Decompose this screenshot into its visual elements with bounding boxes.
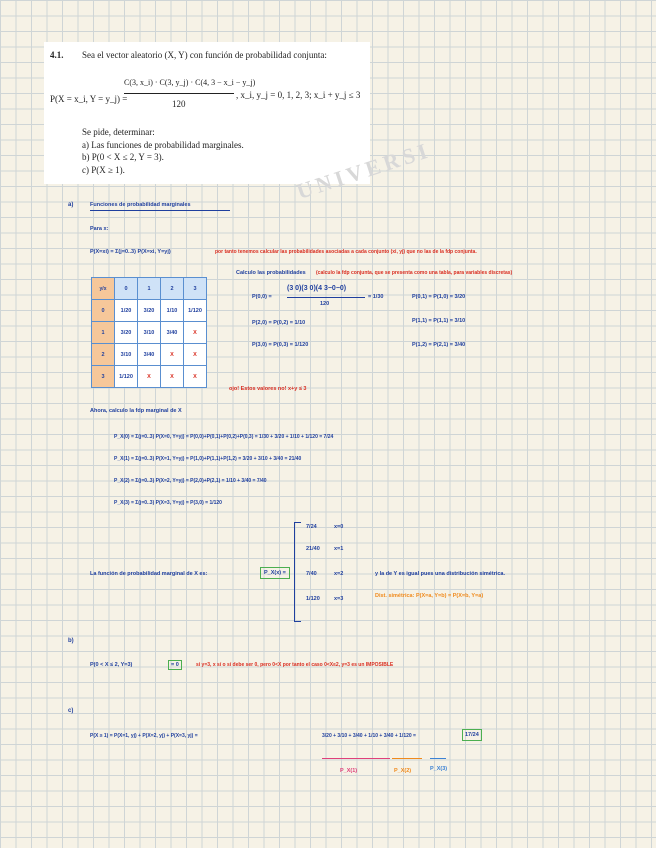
watermark: UNIVERSI <box>293 137 434 204</box>
col-header: 0 <box>115 278 138 300</box>
joint-probability-table <box>91 277 207 388</box>
row-header: 1 <box>92 322 115 344</box>
table-cell: 1/120 <box>115 366 138 388</box>
table-corner: y/x <box>92 278 115 300</box>
marginal-note: por tanto tenemos calcular las probabilidades asociadas a cada conjunto (xi, yj) que no las de la fdp conjunta. <box>215 249 477 255</box>
part-a-title: Funciones de probabilidad marginales <box>90 202 191 208</box>
ojo-note: ojo! Estos valores no! x+y ≤ 3 <box>229 386 307 392</box>
marginal-definition: P(X=xi) = Σ(j=0..3) P(X=xi, Y=yj) <box>90 249 171 255</box>
ask-a: a) Las funciones de probabilidad marginales. <box>82 140 244 150</box>
case-value: 21/40 <box>306 546 320 552</box>
case-value: 7/40 <box>306 571 317 577</box>
corner-y: y <box>99 285 103 292</box>
formula-lhs: P(X = x_i, Y = y_j) = <box>50 94 128 104</box>
part-a-label: a) <box>68 202 74 208</box>
formula-denominator: 120 <box>172 99 186 109</box>
cases-brace <box>294 522 301 622</box>
para-x-label: Para x: <box>90 226 109 232</box>
p00-denominator: 120 <box>320 301 330 307</box>
table-cell: X <box>184 322 207 344</box>
px1: P_X(1) = Σ(j=0..3) P(X=1, Y=yj) = P(1,0)+P(1,1)+P(1,2) = 3/20 + 3/10 + 3/40 = 21/40 <box>114 456 302 462</box>
case-cond: x=1 <box>334 546 344 552</box>
row-header: 0 <box>92 300 115 322</box>
symmetry-definition: Dist. simétrica: P(X=a, Y=b) = P(X=b, Y=a) <box>375 593 484 599</box>
corner-x: x <box>103 285 107 292</box>
part-b-result: = 0 <box>168 660 182 670</box>
summary-lead: La función de probabilidad marginal de X es: <box>90 571 208 577</box>
px1-underline <box>322 758 390 759</box>
case-cond: x=2 <box>334 571 344 577</box>
p00-bar <box>287 297 365 298</box>
table-cell: 1/10 <box>161 300 184 322</box>
problem-text: Sea el vector aleatorio (X, Y) con función de probabilidad conjunta: <box>82 50 327 60</box>
ask-b: b) P(0 < X ≤ 2, Y = 3). <box>82 152 164 162</box>
part-b-note: si y=3, x sí o sí debe ser 0, pero 0<X por tanto el caso 0<X≤2, y=3 es un IMPOSIBLE <box>196 662 394 668</box>
part-c-sum: 3/20 + 3/10 + 3/40 + 1/10 + 3/40 + 1/120 = <box>322 733 416 739</box>
formula-numerator: C(3, x_i) · C(3, y_j) · C(4, 3 − x_i − y_j) <box>124 78 256 87</box>
p00-numerator: (3 0)(3 0)(4 3−0−0) <box>287 285 347 292</box>
calc-heading: Calculo las probabilidades <box>236 270 306 276</box>
calc-note: (calculo la fdp conjunta, que se presenta como una tabla, para variables discretas) <box>316 270 513 276</box>
table-cell: X <box>161 344 184 366</box>
px2: P_X(2) = Σ(j=0..3) P(X=2, Y=yj) = P(2,0)+P(2,1) = 1/10 + 3/40 = 7/40 <box>114 478 267 484</box>
row-header: 2 <box>92 344 115 366</box>
case-cond: x=0 <box>334 524 344 530</box>
part-b-lhs: P(0 < X ≤ 2, Y=3) <box>90 662 133 668</box>
table-cell: X <box>138 366 161 388</box>
p03: P(3,0) = P(0,3) = 1/120 <box>252 342 309 348</box>
table-cell: X <box>161 366 184 388</box>
px3-label: P_X(3) <box>430 766 448 772</box>
formula-condition: , x_i, y_j = 0, 1, 2, 3; x_i + y_j ≤ 3 <box>236 90 361 100</box>
part-b-label: b) <box>68 638 74 644</box>
col-header: 2 <box>161 278 184 300</box>
fraction-bar <box>124 93 234 94</box>
table-cell: 1/20 <box>115 300 138 322</box>
problem-number: 4.1. <box>50 50 64 60</box>
part-c-result: 17/24 <box>462 729 482 741</box>
table-cell: 3/20 <box>138 300 161 322</box>
p00-lhs: P(0,0) = <box>252 294 272 300</box>
p11: P(1,1) = P(1,1) = 3/10 <box>412 318 466 324</box>
marginal-heading: Ahora, calculo la fdp marginal de X <box>90 408 182 414</box>
px3: P_X(3) = Σ(j=0..3) P(X=3, Y=yj) = P(3,0) = 1/120 <box>114 500 222 506</box>
case-value: 1/120 <box>306 596 320 602</box>
part-c-lhs: P(X ≥ 1) = P(X=1, yj) + P(X=2, yj) + P(X=3, yj) = <box>90 733 198 739</box>
table-cell: 3/20 <box>115 322 138 344</box>
p02: P(2,0) = P(0,2) = 1/10 <box>252 320 306 326</box>
table-cell: X <box>184 344 207 366</box>
p00-result: = 1/30 <box>368 294 384 300</box>
summary-box: P_X(x) = <box>260 567 290 579</box>
title-underline <box>90 210 230 211</box>
col-header: 3 <box>184 278 207 300</box>
ask-c: c) P(X ≥ 1). <box>82 165 125 175</box>
px3-underline <box>430 758 446 759</box>
col-header: 1 <box>138 278 161 300</box>
case-value: 7/24 <box>306 524 317 530</box>
part-c-label: c) <box>68 708 74 714</box>
table-cell: 3/40 <box>138 344 161 366</box>
table-cell: X <box>184 366 207 388</box>
p01: P(0,1) = P(1,0) = 3/20 <box>412 294 466 300</box>
row-header: 3 <box>92 366 115 388</box>
px2-underline <box>392 758 422 759</box>
table-cell: 3/10 <box>138 322 161 344</box>
table-cell: 3/10 <box>115 344 138 366</box>
px1-label: P_X(1) <box>340 768 358 774</box>
table-cell: 3/40 <box>161 322 184 344</box>
px0: P_X(0) = Σ(j=0..3) P(X=0, Y=yj) = P(0,0)+P(0,1)+P(0,2)+P(0,3) = 1/30 + 3/20 + 1/10 + 1/120 = 7/24 <box>114 434 334 440</box>
table-cell: 1/120 <box>184 300 207 322</box>
px2-label: P_X(2) <box>394 768 412 774</box>
ask-text: Se pide, determinar: <box>82 127 155 137</box>
symmetry-note: y la de Y es igual pues una distribución simétrica. <box>375 571 506 577</box>
case-cond: x=3 <box>334 596 344 602</box>
p12: P(1,2) = P(2,1) = 3/40 <box>412 342 466 348</box>
problem-statement <box>44 42 434 204</box>
